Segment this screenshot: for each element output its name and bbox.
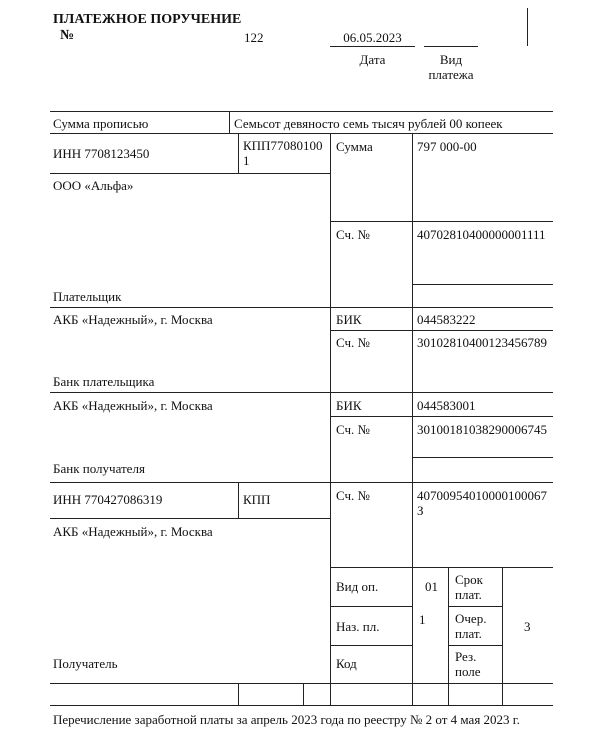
recipient-inn-bottom-line: [50, 518, 330, 519]
middle-divider: [330, 133, 331, 705]
recipient-bank-label: Банк получателя: [53, 461, 145, 476]
recipient-bik: 044583001: [417, 398, 476, 413]
order-value: 3: [524, 619, 531, 634]
recipient-label: Получатель: [53, 656, 118, 671]
amount-row-divider: [229, 111, 230, 133]
op-divider-2: [502, 567, 503, 683]
payer-kpp: КПП770801001: [243, 138, 323, 168]
payer-bottom-line: [50, 307, 553, 308]
fields-row-bottom-line: [50, 705, 553, 706]
fields-row-divider-4: [502, 683, 503, 705]
recipient-bik-label: БИК: [336, 398, 362, 413]
payer-account: 40702810400000001111: [417, 227, 546, 242]
purpose-bottom-line: [330, 645, 412, 646]
reserve-label: Рез. поле: [455, 649, 481, 679]
recipient-account: 40700954010000100067З: [417, 488, 547, 518]
recipient-bank-name: АКБ «Надежный», г. Москва: [53, 398, 213, 413]
payer-bank-label: Банк плательщика: [53, 374, 155, 389]
code-label: Код: [336, 656, 357, 671]
payer-account-bottom-line: [412, 284, 553, 285]
recipient-inn: ИНН 770427086319: [53, 492, 163, 507]
number-sign: №: [60, 28, 75, 43]
recipient-bank-bottom-line: [50, 482, 553, 483]
amount-row-top-line: [50, 111, 553, 112]
purpose-label: Наз. пл.: [336, 619, 380, 634]
recipient-bank-account-label: Сч. №: [336, 422, 370, 437]
payer-account-top-line: [330, 221, 553, 222]
payer-bank-name: АКБ «Надежный», г. Москва: [53, 312, 213, 327]
payment-type-label: Вид платежа: [428, 52, 474, 82]
op-divider-1: [448, 567, 449, 683]
op-type-value: 01: [425, 579, 438, 594]
recipient-kpp-label: КПП: [243, 492, 271, 507]
payer-bank-account-label: Сч. №: [336, 335, 370, 350]
fields-row-divider-3: [448, 683, 449, 705]
fields-row-divider-1: [238, 683, 239, 705]
payer-kpp-divider: [238, 133, 239, 173]
payer-bank-bottom-line: [50, 392, 553, 393]
recipient-bank-account: 30100181038290006745: [417, 422, 547, 437]
recipient-name: АКБ «Надежный», г. Москва: [53, 524, 213, 539]
payer-name: ООО «Альфа»: [53, 178, 134, 193]
fields-row-divider-2: [303, 683, 304, 705]
corner-mark: [527, 8, 528, 46]
recipient-kpp-divider: [238, 482, 239, 518]
amount-label: Сумма: [336, 139, 373, 154]
date-underline: [330, 46, 415, 47]
date-label: Дата: [359, 52, 386, 67]
payer-inn: ИНН 7708123450: [53, 146, 150, 161]
payment-purpose: Перечисление заработной платы за апрель 2023 года по реестру № 2 от 4 мая 2023 г.: [53, 712, 520, 727]
recipient-bik-bottom-line: [330, 416, 553, 417]
payer-inn-bottom-line: [50, 173, 330, 174]
operation-top-line: [330, 567, 553, 568]
payer-account-label: Сч. №: [336, 227, 370, 242]
payer-bik-bottom-line: [330, 330, 553, 331]
amount-in-words-label: Сумма прописью: [53, 116, 149, 131]
order-date: 06.05.2023: [343, 30, 402, 45]
recipient-bank-account-sub-line: [412, 457, 553, 458]
payer-label: Плательщик: [53, 289, 122, 304]
op-type-label: Вид оп.: [336, 579, 379, 594]
payer-bik-label: БИК: [336, 312, 362, 327]
term-label: Срок плат.: [455, 572, 483, 602]
payment-type-underline: [424, 46, 478, 47]
order-number: 122: [244, 30, 264, 45]
payer-bank-account: 30102810400123456789: [417, 335, 547, 350]
value-divider: [412, 133, 413, 705]
amount-in-words-value: Семьсот девяносто семь тысяч рублей 00 копеек: [234, 116, 503, 131]
order-label: Очер. плат.: [455, 611, 487, 641]
form-title: ПЛАТЕЖНОЕ ПОРУЧЕНИЕ: [53, 12, 242, 27]
order-bottom-line: [448, 645, 502, 646]
payer-bik: 044583222: [417, 312, 476, 327]
term-bottom-line: [448, 606, 502, 607]
op-type-bottom-line: [330, 606, 412, 607]
fields-row-top-line: [50, 683, 553, 684]
amount-value: 797 000-00: [417, 139, 477, 154]
amount-row-bottom-line: [50, 133, 553, 134]
recipient-account-label: Сч. №: [336, 488, 370, 503]
purpose-code: 1: [419, 612, 426, 627]
